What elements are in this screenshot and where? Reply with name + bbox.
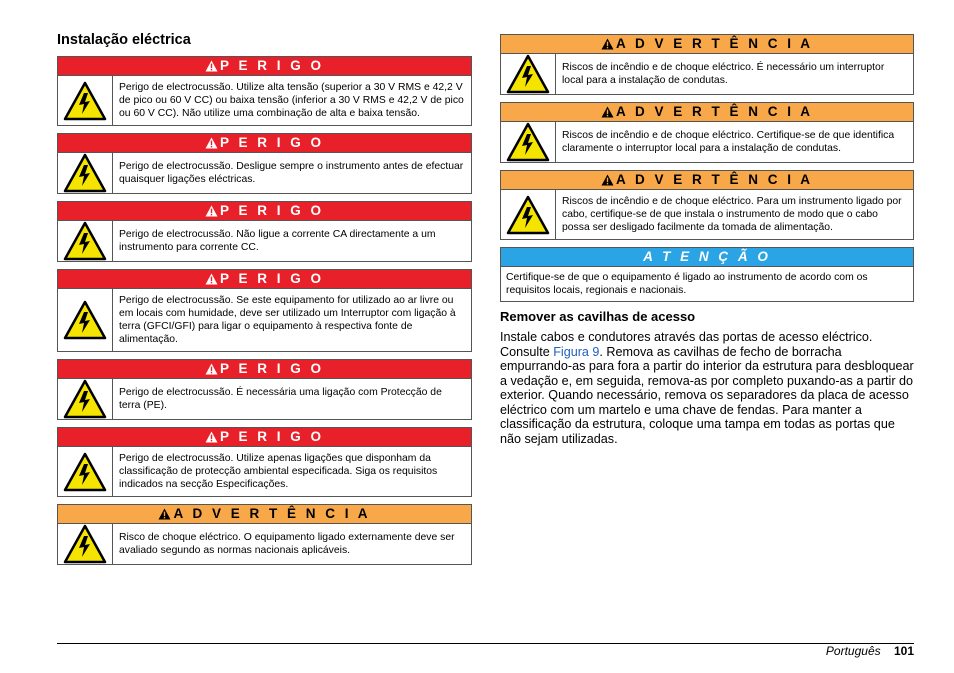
- body-paragraph: [500, 330, 914, 446]
- atencao-notice: [500, 247, 914, 302]
- advertencia-header: [501, 171, 913, 190]
- notice-text: Perigo de electrocussão. É necessária uma ligação com Protecção de terra (PE).: [119, 387, 442, 411]
- notice-body: [58, 289, 471, 351]
- notice-label: P E R I G O: [219, 271, 325, 286]
- atencao-header: A T E N Ç Ã O: [501, 248, 913, 267]
- electrical-hazard-icon: [501, 190, 556, 239]
- warning-icon: [205, 59, 218, 77]
- perigo-notice: [57, 427, 472, 497]
- notice-label: P E R I G O: [219, 135, 325, 150]
- advertencia-header: [58, 505, 471, 524]
- electrical-hazard-icon: [58, 76, 113, 125]
- warning-icon: [205, 430, 218, 448]
- advertencia-notice: [500, 170, 914, 240]
- warning-icon: [158, 507, 171, 525]
- notice-label: P E R I G O: [219, 361, 325, 376]
- advertencia-notice: [500, 34, 914, 95]
- notice-label: A D V E R T Ê N C I A: [615, 104, 813, 119]
- warning-icon: [205, 272, 218, 290]
- footer-language: Português: [825, 644, 881, 658]
- perigo-notice: [57, 359, 472, 420]
- notice-text: Risco de choque eléctrico. O equipamento ligado externamente deve ser avaliado segundo as normas nacionais aplicáveis.: [119, 532, 455, 556]
- electrical-hazard-icon: [58, 153, 113, 193]
- paragraph-text: . Remova as cavilhas de fecho de borracha empurrando-as para fora a partir do interior da estrutura para desbloquear a vedação e, em seguida, remova-as por completo puxando-as a partir do exterior. Quando necessário, remova os separadores da placa de acesso eléctrico com um martelo e uma chave de fendas. Para manter a classificação da estrutura, coloque uma tampa em todas as portas que não sejam utilizadas.: [500, 344, 914, 446]
- right-column: [500, 34, 914, 446]
- warning-icon: [601, 173, 614, 191]
- perigo-notice: [57, 133, 472, 194]
- notice-text: Perigo de electrocussão. Desligue sempre o instrumento antes de efectuar quaisquer ligações eléctricas.: [119, 161, 464, 185]
- notice-label: P E R I G O: [219, 429, 325, 444]
- notice-label: P E R I G O: [219, 203, 325, 218]
- warning-icon: [205, 204, 218, 222]
- section-title: Instalação eléctrica: [57, 32, 191, 48]
- notice-text: Perigo de electrocussão. Não ligue a corrente CA directamente a um instrumento para corrente CC.: [119, 229, 436, 253]
- page-number: 101: [893, 644, 914, 658]
- notice-label: P E R I G O: [219, 58, 325, 73]
- warning-icon: [205, 362, 218, 380]
- notice-body: [501, 190, 913, 239]
- notice-text: Certifique-se de que o equipamento é ligado ao instrumento de acordo com os requisitos locais, regionais e nacionais.: [506, 272, 868, 296]
- notice-body: [501, 54, 913, 94]
- paragraph-text: Instale cabos e condutores através das portas de acesso eléctrico. Consulte: [500, 330, 873, 359]
- perigo-notice: [57, 269, 472, 352]
- perigo-header: [58, 202, 471, 221]
- electrical-hazard-icon: [58, 221, 113, 261]
- electrical-hazard-icon: [58, 289, 113, 351]
- warning-icon: [205, 136, 218, 154]
- electrical-hazard-icon: [501, 122, 556, 162]
- notice-body: [58, 447, 471, 496]
- notice-body: [58, 221, 471, 261]
- notice-body: [58, 153, 471, 193]
- notice-text: Perigo de electrocussão. Utilize apenas ligações que disponham da classificação de protecção ambiental especificada. Siga os requisitos indicados na secção Especificações.: [119, 453, 438, 490]
- page-footer: [826, 644, 914, 658]
- advertencia-notice: [500, 102, 914, 163]
- warning-icon: [601, 37, 614, 55]
- notice-text: Riscos de incêndio e de choque eléctrico. É necessário um interruptor local para a instalação de condutas.: [562, 62, 885, 86]
- perigo-header: [58, 134, 471, 153]
- electrical-hazard-icon: [58, 447, 113, 496]
- perigo-header: [58, 57, 471, 76]
- perigo-header: [58, 428, 471, 447]
- subsection-title: Remover as cavilhas de acesso: [500, 309, 696, 324]
- notice-text: Riscos de incêndio e de choque eléctrico. Certifique-se de que identifica claramente o interruptor local para a instalação de condutas.: [562, 130, 895, 154]
- notice-label: A D V E R T Ê N C I A: [615, 36, 813, 51]
- notice-body: [501, 122, 913, 162]
- advertencia-notice: [57, 504, 472, 565]
- perigo-header: [58, 360, 471, 379]
- left-column: [57, 32, 472, 572]
- perigo-notice: [57, 56, 472, 126]
- notice-body: [58, 379, 471, 419]
- perigo-header: [58, 270, 471, 289]
- notice-text: Perigo de electrocussão. Se este equipamento for utilizado ao ar livre ou em locais com humidade, deve ser utilizado um Interruptor com ligação à terra (GFCI/GFI) para ligar o equipamento à respectiva fonte de alimentação.: [119, 295, 456, 345]
- left-notices: [57, 56, 472, 565]
- notice-label: A D V E R T Ê N C I A: [173, 506, 371, 521]
- figure-link[interactable]: Figura 9: [553, 344, 600, 359]
- notice-label: A D V E R T Ê N C I A: [615, 172, 813, 187]
- notice-body: [58, 76, 471, 125]
- footer-rule: [57, 643, 914, 644]
- perigo-notice: [57, 201, 472, 262]
- notice-text: Perigo de electrocussão. Utilize alta tensão (superior a 30 V RMS e 42,2 V de pico ou 60 V CC) ou baixa tensão (inferior a 30 V RMS e 42,2 V de pico ou 60 V CC). Não utilize uma combinação de alta e baixa tensão.: [119, 82, 464, 119]
- advertencia-header: [501, 103, 913, 122]
- electrical-hazard-icon: [58, 524, 113, 564]
- electrical-hazard-icon: [501, 54, 556, 94]
- warning-icon: [601, 105, 614, 123]
- electrical-hazard-icon: [58, 379, 113, 419]
- notice-text: Riscos de incêndio e de choque eléctrico. Para um instrumento ligado por cabo, certifique-se de que instala o instrumento de modo que o cabo possa ser desligado facilmente da tomada de alimentação.: [562, 196, 902, 233]
- advertencia-header: [501, 35, 913, 54]
- notice-body: [58, 524, 471, 564]
- right-notices: [500, 34, 914, 240]
